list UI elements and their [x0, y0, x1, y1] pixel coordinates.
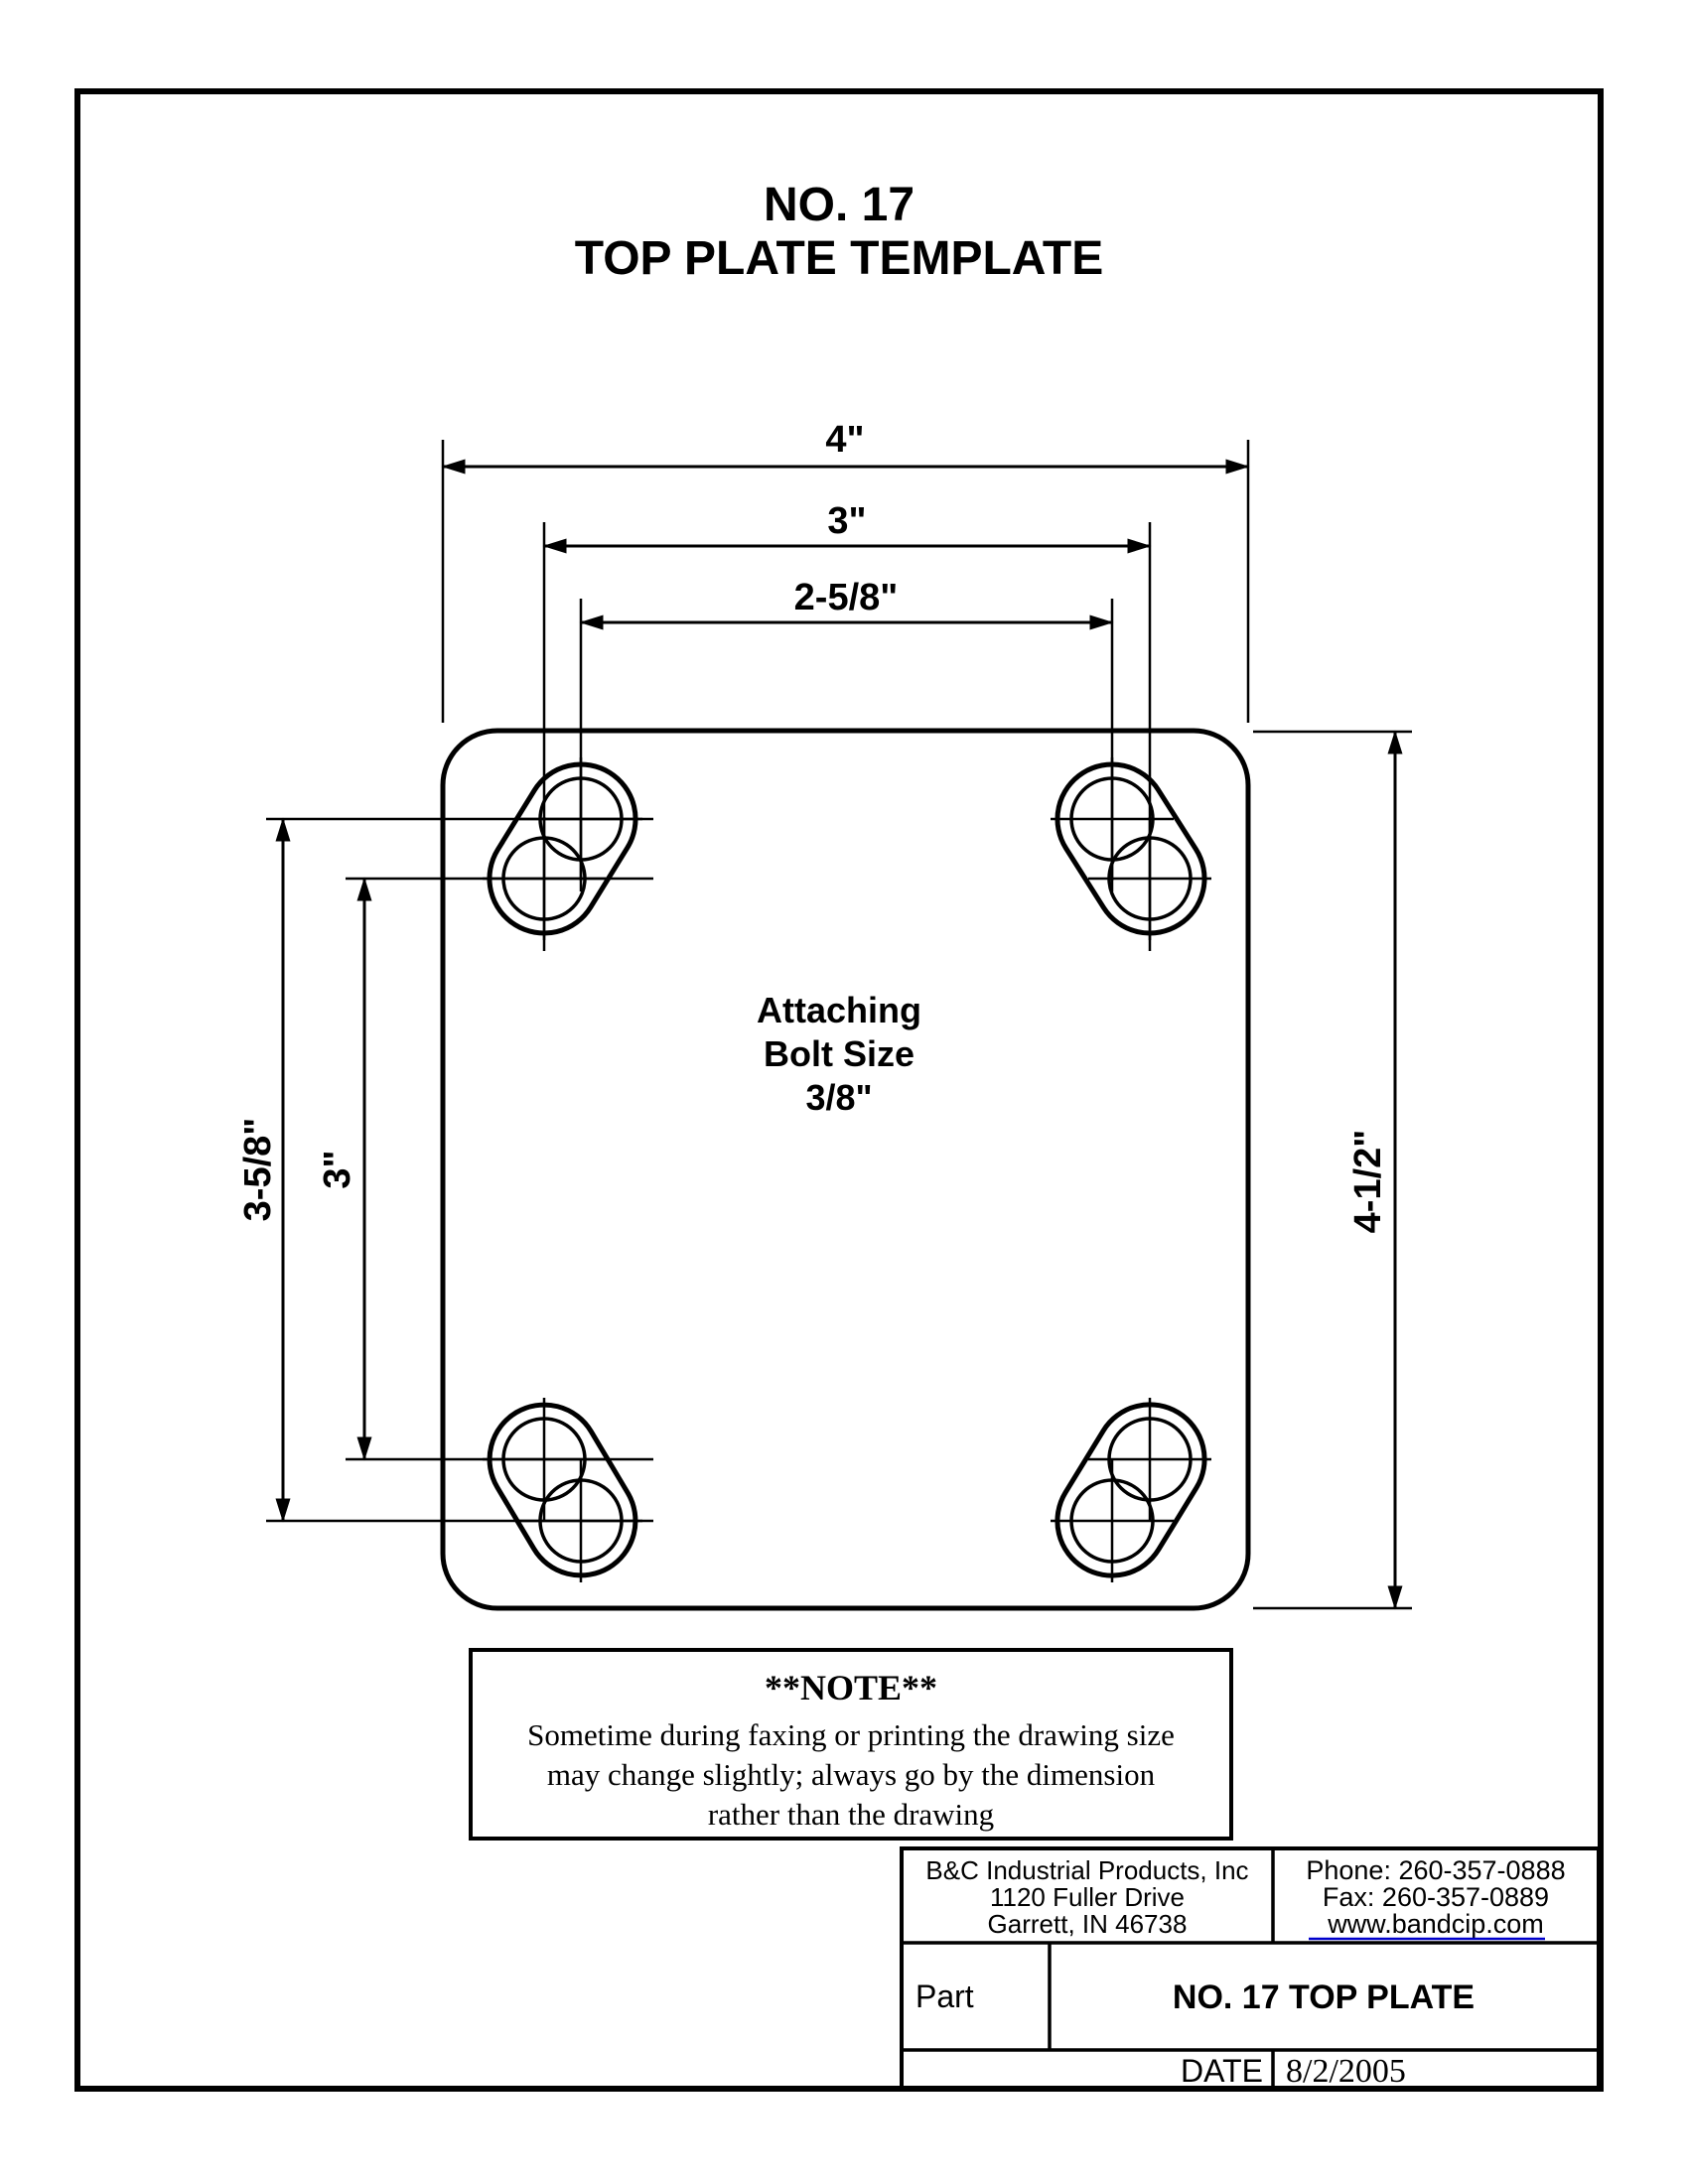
bolt-slot-top-right [1037, 744, 1225, 954]
attaching-label-line1: Attaching [757, 990, 921, 1030]
dimension-bolt-width-inner [581, 577, 1112, 891]
attaching-bolt-size-label [757, 990, 921, 1118]
title-block [902, 1848, 1599, 2090]
part-label: Part [915, 1979, 974, 2014]
attaching-label-line3: 3/8" [805, 1077, 873, 1118]
dim-label-bolt-height-outer: 3-5/8" [237, 1117, 279, 1222]
dim-label-bolt-width-inner: 2-5/8" [793, 577, 899, 618]
date-value: 8/2/2005 [1286, 2053, 1406, 2090]
company-address1: 1120 Fuller Drive [989, 1882, 1186, 1912]
drawing-title-line1: NO. 17 [763, 179, 915, 231]
bolt-slot-bottom-left [470, 1385, 656, 1596]
website-link[interactable]: www.bandcip.com [1328, 1909, 1544, 1939]
attaching-label-line2: Bolt Size [763, 1033, 915, 1074]
dim-label-bolt-width-outer: 3" [827, 500, 867, 542]
note-heading: **NOTE** [764, 1668, 938, 1707]
drawing-title-line2: TOP PLATE TEMPLATE [574, 232, 1104, 285]
dimension-plate-width [443, 419, 1248, 723]
dim-label-plate-height: 4-1/2" [1347, 1129, 1389, 1234]
company-address2: Garrett, IN 46738 [987, 1909, 1188, 1939]
bolt-slot-bottom-right [1037, 1384, 1224, 1596]
dimension-bolt-width-outer [544, 500, 1150, 951]
company-name: B&C Industrial Products, Inc [925, 1855, 1249, 1885]
note-box [471, 1650, 1231, 1839]
company-fax: Fax: 260-357-0889 [1322, 1882, 1550, 1912]
plate-outline [443, 731, 1248, 1608]
dimension-bolt-height-inner [317, 879, 653, 1459]
part-value: NO. 17 TOP PLATE [1172, 1979, 1476, 2016]
dim-label-bolt-height-inner: 3" [317, 1150, 358, 1189]
note-line2: may change slightly; always go by the dimension [546, 1757, 1156, 1792]
bolt-slot-top-left [469, 744, 655, 953]
company-phone: Phone: 260-357-0888 [1306, 1855, 1566, 1885]
dimension-plate-height [1253, 732, 1412, 1608]
note-line1: Sometime during faxing or printing the drawing size [527, 1717, 1175, 1752]
note-line3: rather than the drawing [707, 1797, 995, 1832]
dim-label-plate-width: 4" [825, 419, 865, 461]
date-label: DATE [1181, 2053, 1263, 2089]
